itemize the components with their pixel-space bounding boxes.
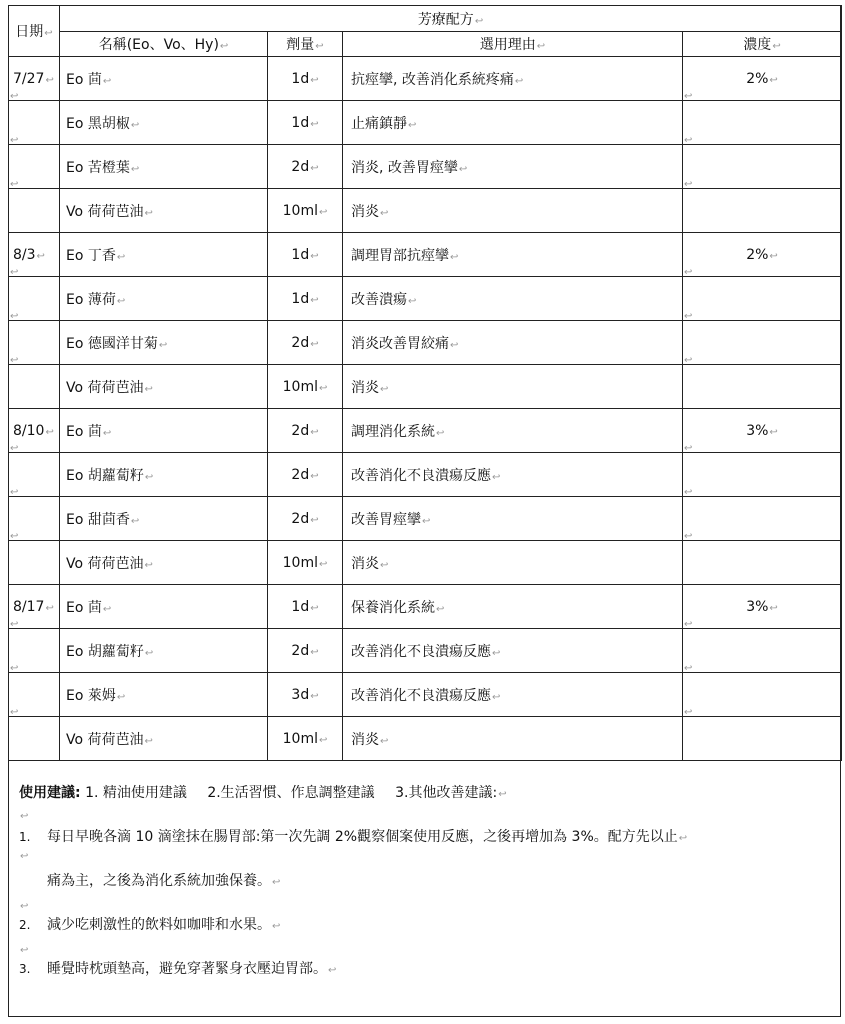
dose-cell: 10ml↩ [268, 541, 343, 585]
date-cell: ↩ [9, 673, 60, 717]
reason-cell: 調理胃部抗痙攣↩ [343, 233, 683, 277]
oil-name-cell: Vo 荷荷芭油↩ [60, 717, 268, 761]
dose-cell: 10ml↩ [268, 365, 343, 409]
date-cell: ↩ [9, 453, 60, 497]
table-row [9, 145, 842, 189]
oil-name-cell: Eo 萊姆↩ [60, 673, 268, 717]
table-row [9, 189, 842, 233]
date-cell: ↩ [9, 717, 60, 761]
oil-name-cell: Eo 茴↩ [60, 585, 268, 629]
table-row [9, 409, 842, 453]
date-cell: ↩ [9, 189, 60, 233]
oil-name-cell: Eo 茴↩ [60, 57, 268, 101]
concentration-cell: 2%↩ [683, 233, 842, 277]
reason-cell: 抗痙攣, 改善消化系統疼痛↩ [343, 57, 683, 101]
date-cell: ↩ [9, 541, 60, 585]
dose-cell: 2d↩ [268, 453, 343, 497]
date-cell: 8/3↩ [9, 233, 60, 277]
table-row [9, 541, 842, 585]
reason-cell: 改善消化不良潰瘍反應↩ [343, 453, 683, 497]
date-cell: ↩ [9, 145, 60, 189]
reason-cell: 保養消化系統↩ [343, 585, 683, 629]
oil-name-cell: Vo 荷荷芭油↩ [60, 365, 268, 409]
dose-column-header: 劑量↩ [268, 32, 343, 57]
reason-cell: 消炎↩ [343, 541, 683, 585]
reason-cell: 止痛鎮靜↩ [343, 101, 683, 145]
date-cell: 8/10↩ [9, 409, 60, 453]
concentration-cell: ↩ [683, 321, 842, 365]
table-row [9, 365, 842, 409]
dose-cell: 1d↩ [268, 585, 343, 629]
concentration-cell: ↩ [683, 497, 842, 541]
reason-cell: 消炎, 改善胃痙攣↩ [343, 145, 683, 189]
reason-cell: 消炎↩ [343, 189, 683, 233]
reason-cell: 改善潰瘍↩ [343, 277, 683, 321]
oil-name-cell: Eo 茴↩ [60, 409, 268, 453]
table-row [9, 277, 842, 321]
date-cell: ↩ [9, 321, 60, 365]
reason-cell: 改善胃痙攣↩ [343, 497, 683, 541]
table-row [9, 101, 842, 145]
date-cell: ↩ [9, 277, 60, 321]
advice-point-3: 3. 睡覺時枕頭墊高，避免穿著緊身衣壓迫胃部。↩ [19, 961, 337, 977]
table-row [9, 717, 842, 761]
dose-cell: 2d↩ [268, 497, 343, 541]
table-row [9, 497, 842, 541]
concentration-cell: ↩ [683, 541, 842, 585]
concentration-cell: ↩ [683, 717, 842, 761]
concentration-cell: ↩ [683, 629, 842, 673]
dose-cell: 1d↩ [268, 277, 343, 321]
table-row [9, 233, 842, 277]
table-row [9, 453, 842, 497]
advice-point-2: 2. 減少吃刺激性的飲料如咖啡和水果。↩ [19, 917, 281, 933]
reason-cell: 消炎↩ [343, 365, 683, 409]
oil-name-cell: Eo 薄荷↩ [60, 277, 268, 321]
date-cell: 7/27↩ [9, 57, 60, 101]
reason-cell: 消炎改善胃絞痛↩ [343, 321, 683, 365]
document-page: 日期↩ 芳療配方↩ 名稱(Eo、Vo、Hy)↩ 劑量↩ 選用理由↩ 濃度↩ 7/27↩ Eo 茴↩ 1d↩ 抗痙攣, 改善消化系統疼痛↩ 2%↩ ↩ Eo 黑胡椒↩ 1d↩ 止痛鎮靜↩ ↩ ↩ Eo 苦橙葉↩ 2d↩ 消炎, 改善胃痙攣↩ ↩ ↩ Vo 荷荷芭油↩ 10ml↩ 消炎↩ ↩ 8/3↩ Eo 丁香↩ 1d↩ 調理胃部抗痙攣↩ 2%↩ ↩ Eo 薄荷↩ 1d↩ 改善潰瘍↩ ↩ ↩ Eo 德國洋甘菊↩ 2d↩ 消炎改善胃絞痛↩ ↩ ↩ Vo 荷荷芭油↩ 10ml↩ 消炎↩ ↩ 8/10↩ Eo 茴↩ 2d↩ 調理消化系統↩ 3%↩ ↩ Eo 胡蘿蔔籽↩ 2d↩ 改善消化不良潰瘍反應↩ ↩ ↩ Eo 甜茴香↩ 2d↩ 改善胃痙攣↩ ↩ ↩ Vo 荷荷芭油↩ 10ml↩ 消炎↩ ↩ 8/17↩ Eo 茴↩ 1d↩ 保養消化系統↩ 3%↩ ↩ Eo 胡蘿蔔籽↩ 2d↩ 改善消化不良潰瘍反應↩ ↩ ↩ Eo 萊姆↩ 3d↩ 改善消化不良潰瘍反應↩ ↩ ↩ Vo 荷荷芭油↩ 10ml↩ 消炎↩ ↩ 使用建議: 1. 精油使用建議 2.生活習慣、作息調整建議 3.其他改善建議:↩ ↩ 1. 每日早晚各滴 10 滴塗抹在腸胃部:第一次先調 2%觀察個案使用反應，之後再增加為 3%。配方先以止↩ ↩ 痛為主，之後為消化系統加強保養。↩ ↩ 2. 減少吃刺激性的飲料如咖啡和水果。↩ ↩ 3. 睡覺時枕頭墊高，避免穿著緊身衣壓迫胃部。↩ [8, 5, 841, 1017]
oil-name-cell: Vo 荷荷芭油↩ [60, 189, 268, 233]
dose-cell: 2d↩ [268, 629, 343, 673]
date-cell: ↩ [9, 497, 60, 541]
reason-cell: 改善消化不良潰瘍反應↩ [343, 629, 683, 673]
concentration-cell: ↩ [683, 189, 842, 233]
name-column-header: 名稱(Eo、Vo、Hy)↩ [60, 32, 268, 57]
dose-cell: 1d↩ [268, 101, 343, 145]
date-cell: ↩ [9, 629, 60, 673]
date-header: 日期↩ [9, 6, 60, 57]
concentration-cell: ↩ [683, 145, 842, 189]
advice-heading: 使用建議: 1. 精油使用建議 2.生活習慣、作息調整建議 3.其他改善建議:↩ [19, 785, 507, 801]
date-cell: ↩ [9, 365, 60, 409]
concentration-cell: ↩ [683, 277, 842, 321]
dose-cell: 1d↩ [268, 233, 343, 277]
table-row [9, 321, 842, 365]
reason-column-header: 選用理由↩ [343, 32, 683, 57]
reason-cell: 改善消化不良潰瘍反應↩ [343, 673, 683, 717]
oil-name-cell: Eo 德國洋甘菊↩ [60, 321, 268, 365]
oil-name-cell: Eo 丁香↩ [60, 233, 268, 277]
oil-name-cell: Eo 甜茴香↩ [60, 497, 268, 541]
date-cell: ↩ [9, 101, 60, 145]
oil-name-cell: Vo 荷荷芭油↩ [60, 541, 268, 585]
dose-cell: 3d↩ [268, 673, 343, 717]
oil-name-cell: Eo 苦橙葉↩ [60, 145, 268, 189]
advice-point-1: 1. 每日早晚各滴 10 滴塗抹在腸胃部:第一次先調 2%觀察個案使用反應，之後再增加為 3%。配方先以止↩ [19, 829, 688, 845]
concentration-column-header: 濃度↩ [683, 32, 842, 57]
concentration-cell: 2%↩ [683, 57, 842, 101]
dose-cell: 2d↩ [268, 321, 343, 365]
oil-name-cell: Eo 黑胡椒↩ [60, 101, 268, 145]
concentration-cell: 3%↩ [683, 409, 842, 453]
concentration-cell: ↩ [683, 453, 842, 497]
formula-title: 芳療配方↩ [60, 6, 842, 32]
reason-cell: 調理消化系統↩ [343, 409, 683, 453]
dose-cell: 10ml↩ [268, 717, 343, 761]
reason-cell: 消炎↩ [343, 717, 683, 761]
advice-point-1-cont: 痛為主，之後為消化系統加強保養。↩ [47, 873, 281, 889]
table-row [9, 585, 842, 629]
table-row [9, 673, 842, 717]
dose-cell: 1d↩ [268, 57, 343, 101]
concentration-cell: ↩ [683, 673, 842, 717]
table-row [9, 629, 842, 673]
dose-cell: 10ml↩ [268, 189, 343, 233]
concentration-cell: ↩ [683, 101, 842, 145]
concentration-cell: 3%↩ [683, 585, 842, 629]
oil-name-cell: Eo 胡蘿蔔籽↩ [60, 453, 268, 497]
aromatherapy-formula-table [8, 5, 842, 761]
date-cell: 8/17↩ [9, 585, 60, 629]
oil-name-cell: Eo 胡蘿蔔籽↩ [60, 629, 268, 673]
table-row [9, 57, 842, 101]
dose-cell: 2d↩ [268, 409, 343, 453]
concentration-cell: ↩ [683, 365, 842, 409]
dose-cell: 2d↩ [268, 145, 343, 189]
